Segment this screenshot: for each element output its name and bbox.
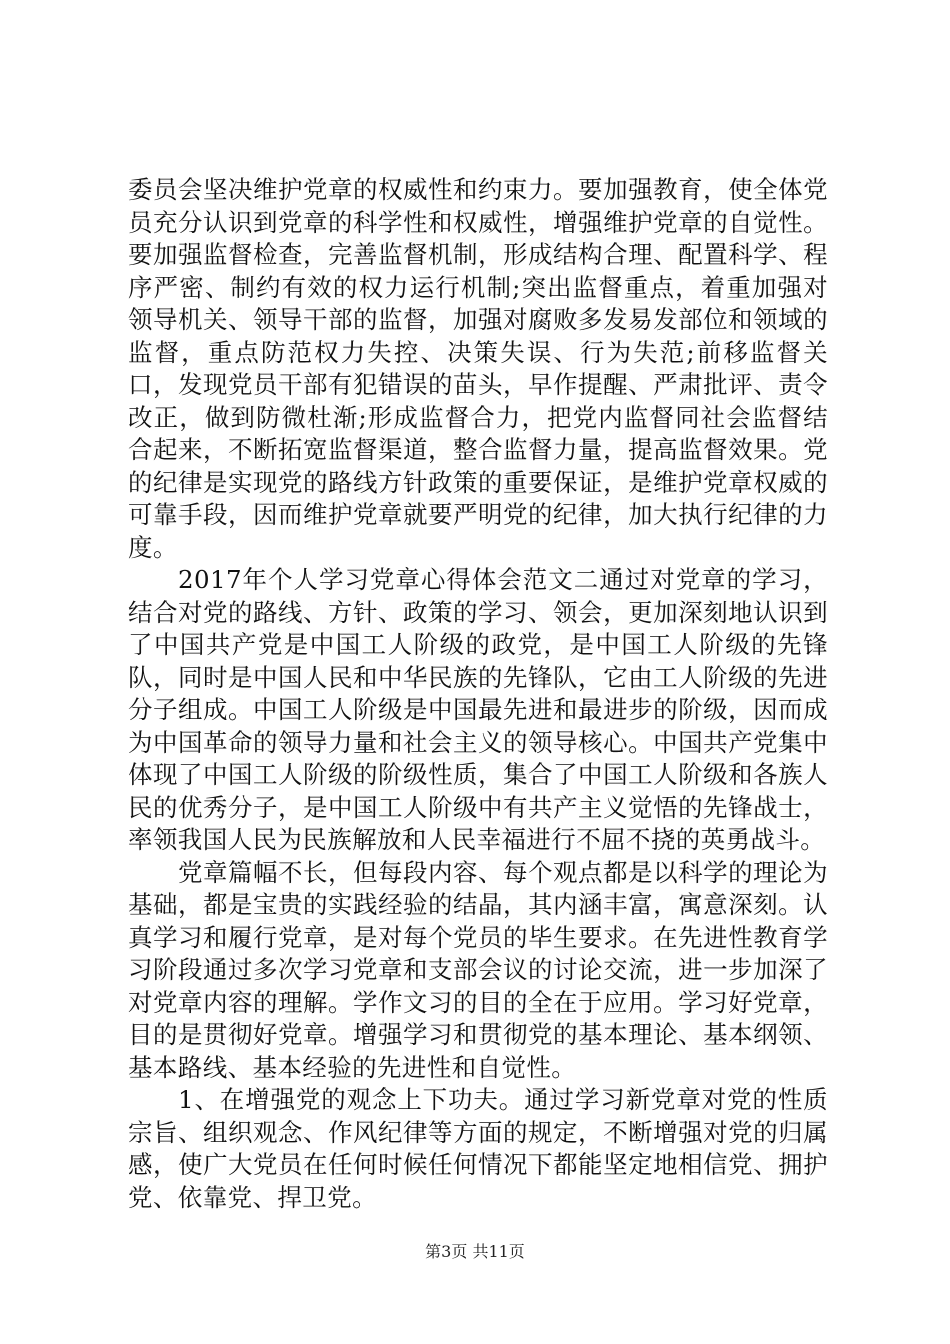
paragraph-1: 委员会坚决维护党章的权威性和约束力。要加强教育，使全体党员充分认识到党章的科学性和权威性，增强维护党章的自觉性。要加强监督检查，完善监督机制，形成结构合理、配置科学、程序严密、制约有效的权力运行机制;突出监督重点，着重加强对领导机关、领导干部的监督，加强对腐败多发易发部位和领域的监督，重点防范权力失控、决策失误、行为失范;前移监督关口，发现党员干部有犯错误的苗头，早作提醒、严肃批评、责令改正，做到防微杜渐;形成监督合力，把党内监督同社会监督结合起来，不断拓宽监督渠道，整合监督力量，提高监督效果。党的纪律是实现党的路线方针政策的重要保证，是维护党章权威的可靠手段，因而维护党章就要严明党的纪律，加大执行纪律的力度。: [128, 175, 828, 562]
page-number-footer: 第3页 共11页: [425, 1242, 525, 1261]
paragraph-2: 2017年个人学习党章心得体会范文二通过对党章的学习，结合对党的路线、方针、政策的学习、领会，更加深刻地认识到了中国共产党是中国工人阶级的政党，是中国工人阶级的先锋队，同时是中国人民和中华民族的先锋队，它由工人阶级的先进分子组成。中国工人阶级是中国最先进和最进步的阶级，因而成为中国革命的领导力量和社会主义的领导核心。中国共产党集中体现了中国工人阶级的阶级性质，集合了中国工人阶级和各族人民的优秀分子，是中国工人阶级中有共产主义觉悟的先锋战士，率领我国人民为民族解放和人民幸福进行不屈不挠的英勇战斗。: [128, 565, 828, 854]
paragraph-4: 1、在增强党的观念上下功夫。通过学习新党章对党的性质宗旨、组织观念、作风纪律等方面的规定，不断增强对党的归属感，使广大党员在任何时候任何情况下都能坚定地相信党、拥护党、依靠党、捍卫党。: [128, 1085, 828, 1212]
paragraph-3: 党章篇幅不长，但每段内容、每个观点都是以科学的理论为基础，都是宝贵的实践经验的结晶，其内涵丰富，寓意深刻。认真学习和履行党章，是对每个党员的毕生要求。在先进性教育学习阶段通过多次学习党章和支部会议的讨论交流，进一步加深了对党章内容的理解。学作文习的目的全在于应用。学习好党章，目的是贯彻好党章。增强学习和贯彻党的基本理论、基本纲领、基本路线、基本经验的先进性和自觉性。: [128, 857, 828, 1082]
document-body: [128, 174, 828, 1214]
